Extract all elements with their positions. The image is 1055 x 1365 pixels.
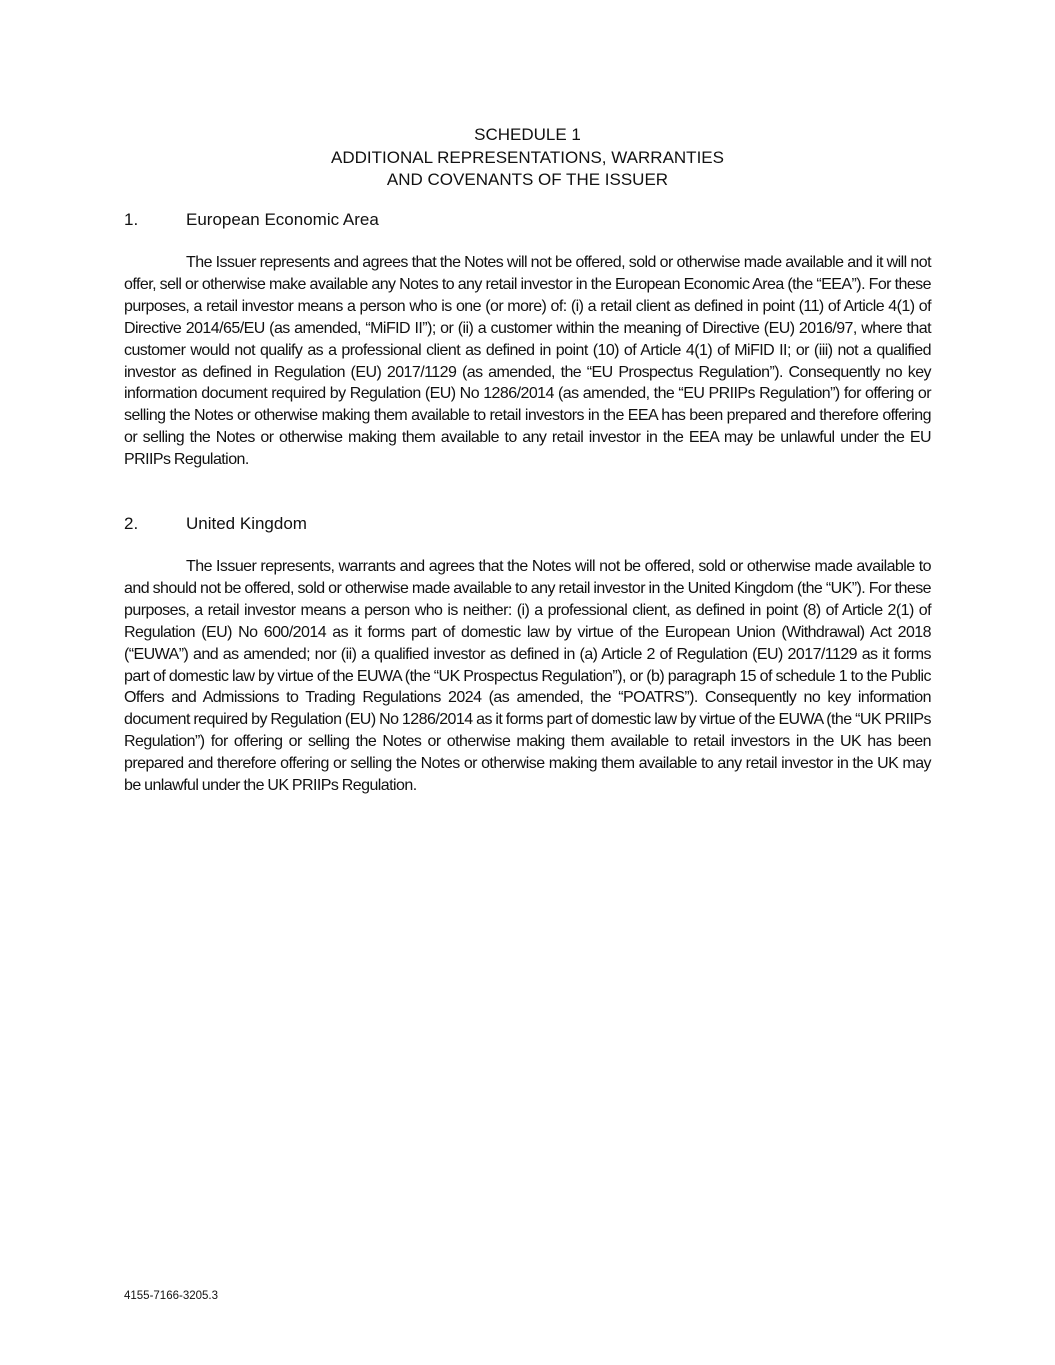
section-body-uk: The Issuer represents, warrants and agrees that the Notes will not be offered, sold or otherwise made available to and should not be offered, sold or otherwise made available to any retail investor in the United Kingdom (the “UK”). For these purposes, a retail investor means a person who is neither: (i) a professional client, as defined in point (8) of Article 2(1) of Regulation (EU) No 600/2014 as it forms part of domestic law by virtue of the European Union (Withdrawal) Act 2018 (“EUWA”) and as amended; nor (ii) a qualified investor as defined in (a) Article 2 of Regulation (EU) 2017/1129 as it forms part of domestic law by virtue of the EUWA (the “UK Prospectus Regulation”), or (b) paragraph 15 of schedule 1 to the Public Offers and Admissions to Trading Regulations 2024 (as amended, the “POATRS”). Consequently no key information document required by Regulation (EU) No 1286/2014 as it forms part of domestic law by virtue of the EUWA (the “UK PRIIPs Regulation”) for offering or selling the Notes or otherwise making them available to retail investors in the UK has been prepared and therefore offering or selling the Notes or otherwise making them available to any retail investor in the UK may be unlawful under the UK PRIIPs Regulation. xyxy=(124,558,931,795)
section-heading-text: European Economic Area xyxy=(186,210,379,229)
schedule-title-line-2: ADDITIONAL REPRESENTATIONS, WARRANTIES xyxy=(331,147,724,167)
schedule-title-line-3: AND COVENANTS OF THE ISSUER xyxy=(386,170,669,189)
section-heading-eea xyxy=(124,210,379,230)
schedule-title xyxy=(0,124,1055,192)
section-number: 1. xyxy=(124,210,139,229)
schedule-title-line-1: SCHEDULE 1 xyxy=(474,125,581,144)
section-number: 2. xyxy=(124,514,139,533)
document-id: 4155-7166-3205.3 xyxy=(124,1290,218,1302)
section-heading-uk xyxy=(124,514,307,534)
section-body-eea: The Issuer represents and agrees that the Notes will not be offered, sold or otherwise made available and it will not offer, sell or otherwise make available any Notes to any retail investor in the European Economic Area (the “EEA”). For these purposes, a retail investor means a person who is one (or more) of: (i) a retail client as defined in point (11) of Article 4(1) of Directive 2014/65/EU (as amended, “MiFID II”); or (ii) a customer within the meaning of Directive (EU) 2016/97, where that customer would not qualify as a professional client as defined in point (10) of Article 4(1) of MiFID II; or (iii) not a qualified investor as defined in Regulation (EU) 2017/1129 (as amended, the “EU Prospectus Regulation”). Consequently no key information document required by Regulation (EU) No 1286/2014 (as amended, the “EU PRIIPs Regulation”) for offering or selling the Notes or otherwise making them available to retail investors in the EEA has been prepared and therefore offering or selling the Notes or otherwise making them available to any retail investor in the EEA may be unlawful under the EU PRIIPs Regulation. xyxy=(124,254,931,469)
section-heading-text: United Kingdom xyxy=(186,514,307,533)
